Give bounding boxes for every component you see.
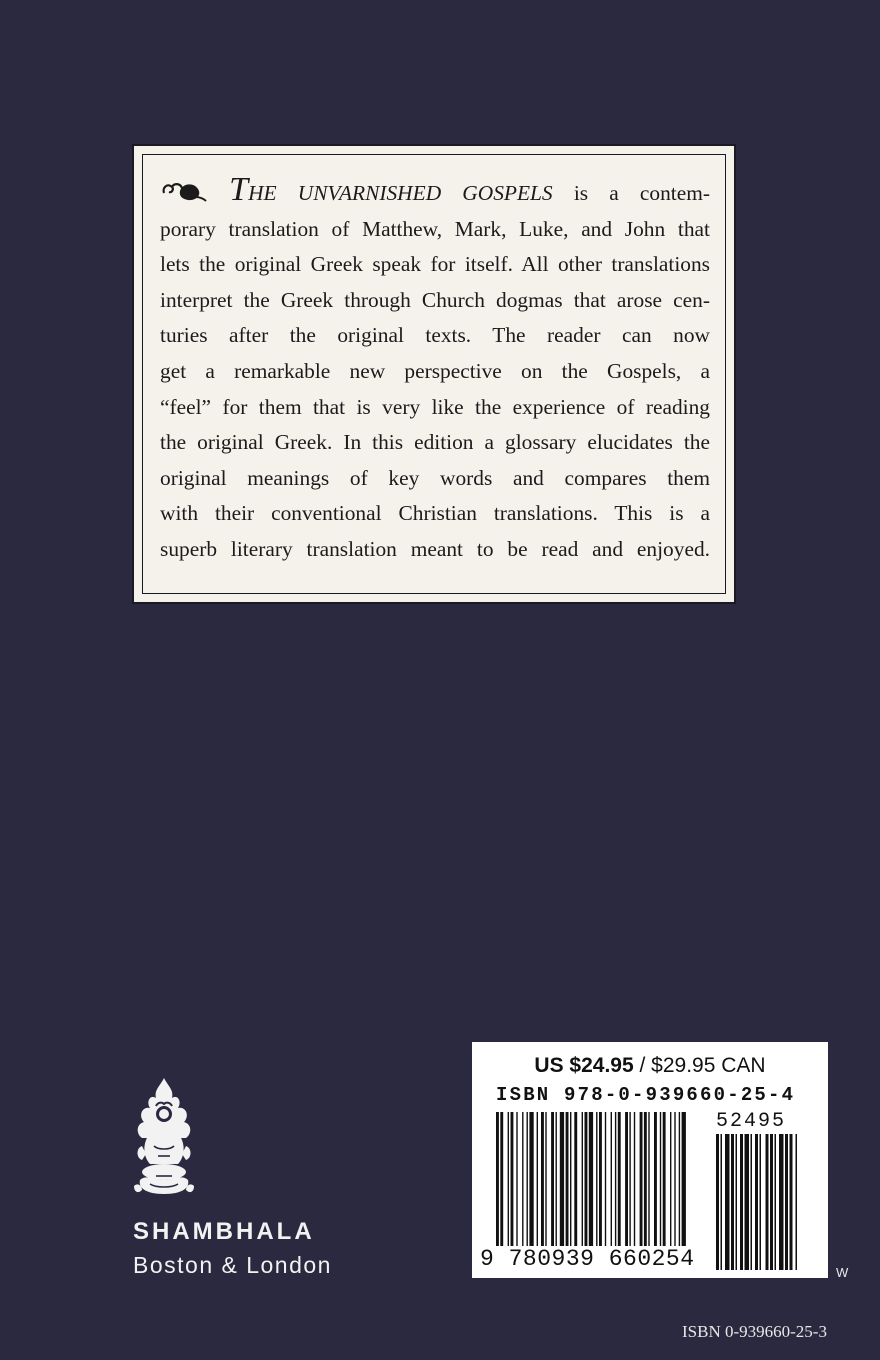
publisher-city: Boston & London — [133, 1252, 332, 1278]
barcode-bar — [679, 1112, 680, 1246]
blurb-panel — [132, 144, 736, 604]
barcode-addon-bar — [716, 1134, 719, 1270]
price-us: US $24.95 — [534, 1054, 634, 1077]
barcode-addon-bar — [736, 1134, 738, 1270]
barcode-bar — [682, 1112, 686, 1246]
barcode-box — [472, 1042, 828, 1278]
barcode-addon-bar — [731, 1134, 734, 1270]
blurb-line-8: the original Greek. In this edition a glossary elucidates the — [160, 430, 710, 455]
barcode-bar — [537, 1112, 538, 1246]
barcode-bar — [585, 1112, 588, 1246]
title-dropcap: T — [229, 171, 249, 208]
blurb-line-1 — [160, 172, 710, 212]
barcode-bar — [570, 1112, 571, 1246]
publisher-name: SHAMBHALA — [133, 1218, 315, 1245]
barcode-addon-bar — [751, 1134, 753, 1270]
isbn13-label: ISBN 978-0-939660-25-4 — [496, 1084, 796, 1106]
barcode-addon-bar — [760, 1134, 762, 1270]
barcode-bar — [582, 1112, 583, 1246]
barcode-bar — [634, 1112, 635, 1246]
blurb-line-10: with their conventional Christian translations. This is a — [160, 501, 710, 526]
price-can: / $29.95 CAN — [633, 1054, 766, 1077]
blurb-line-2: porary translation of Matthew, Mark, Luke, and John that — [160, 216, 710, 241]
book-title: HE UNVARNISHED GOSPELS — [248, 181, 553, 205]
barcode-addon-bar — [775, 1134, 777, 1270]
barcode-addon-bar — [745, 1134, 750, 1270]
barcode-bar — [541, 1112, 544, 1246]
barcode-bar — [648, 1112, 649, 1246]
barcode-bar — [508, 1112, 509, 1246]
barcode-bar — [618, 1112, 621, 1246]
blurb-line-7: “feel” for them that is very like the experience of reading — [160, 394, 710, 419]
barcode-bar — [560, 1112, 564, 1246]
blurb-line-1-text: is a contem- — [573, 181, 710, 205]
barcode-bar — [615, 1112, 616, 1246]
barcode-bar — [574, 1112, 577, 1246]
barcode-bar — [511, 1112, 514, 1246]
blurb-line-5: turies after the original texts. The reader can now — [160, 323, 710, 348]
barcode-bar — [589, 1112, 593, 1246]
barcode-addon-bar — [725, 1134, 730, 1270]
fleuron-icon — [160, 179, 208, 203]
barcode-addon-bar — [796, 1134, 798, 1270]
barcode-bar — [654, 1112, 657, 1246]
barcode-bar — [529, 1112, 533, 1246]
barcode-addon-bar — [779, 1134, 784, 1270]
barcode-bar — [522, 1112, 523, 1246]
barcode-addon-digits: 52495 — [716, 1110, 787, 1133]
barcode-main-digits: 9 780939 660254 — [480, 1246, 695, 1272]
barcode-addon-bar — [785, 1134, 788, 1270]
barcode-bar — [556, 1112, 557, 1246]
barcode-bar — [605, 1112, 606, 1246]
barcode-bar — [611, 1112, 612, 1246]
barcode-addon-bar — [766, 1134, 769, 1270]
barcode-bar — [596, 1112, 597, 1246]
barcode-bar — [670, 1112, 671, 1246]
blurb-text — [160, 172, 710, 568]
barcode-image — [472, 1042, 828, 1278]
barcode-bar — [629, 1112, 630, 1246]
barcode-bar — [625, 1112, 628, 1246]
barcode-bar — [660, 1112, 661, 1246]
blurb-line-3: lets the original Greek speak for itself. All other translations — [160, 252, 710, 277]
barcode-addon-bar — [721, 1134, 723, 1270]
blurb-line-9: original meanings of key words and compares them — [160, 465, 710, 490]
barcode-bar — [566, 1112, 569, 1246]
blurb-line-4: interpret the Greek through Church dogmas that arose cen- — [160, 287, 710, 312]
blurb-line-11: superb literary translation meant to be read and enjoyed. — [160, 536, 710, 561]
shambhala-logo-icon — [128, 1076, 200, 1206]
isbn-bottom: ISBN 0-939660-25-3 — [682, 1322, 827, 1341]
barcode-addon-bar — [790, 1134, 793, 1270]
barcode-bar — [674, 1112, 675, 1246]
barcode-bar — [516, 1112, 517, 1246]
blurb-line-6: get a remarkable new perspective on the Gospels, a — [160, 358, 710, 383]
barcode-addon-bar — [755, 1134, 758, 1270]
barcode-addon-bar — [770, 1134, 773, 1270]
barcode-bar — [551, 1112, 554, 1246]
barcode-bar — [527, 1112, 528, 1246]
barcode-bar — [663, 1112, 666, 1246]
barcode-bar — [545, 1112, 546, 1246]
barcode-bar — [599, 1112, 602, 1246]
barcode-addon-bar — [740, 1134, 743, 1270]
w-mark: W — [836, 1265, 849, 1280]
